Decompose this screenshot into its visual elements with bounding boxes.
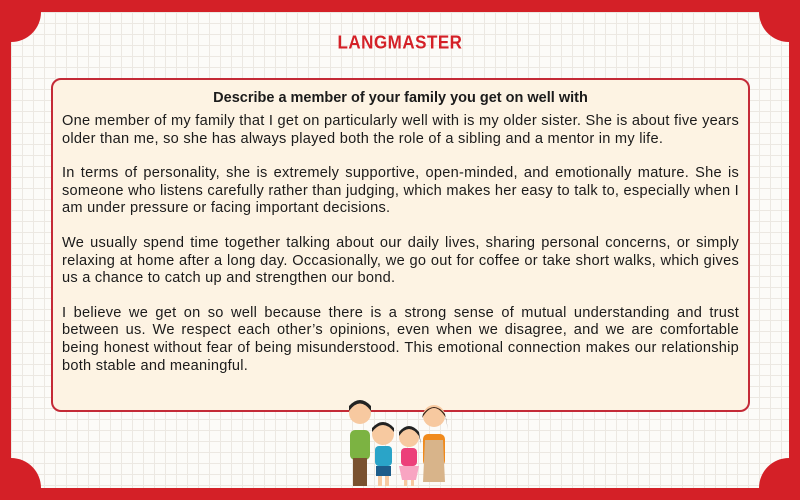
essay-paragraph: I believe we get on so well because there is a strong sense of mutual understanding and trust between us. We respect each other’s opinions, even when we disagree, and we are comfortable being honest without fear of being misunderstood. This emotional connection makes our relationship both stable and meaningful.	[62, 304, 739, 374]
essay-paragraph: In terms of personality, she is extremely supportive, open-minded, and emotionally mature. She is someone who listens carefully rather than judging, which makes her easy to talk to, especially when I am under pressure or facing important decisions.	[62, 165, 739, 217]
essay-paragraph: One member of my family that I get on particularly well with is my older sister. She is about five years older than me, so she has always played both the role of a sibling and a mentor in my life.	[62, 113, 739, 147]
essay-card	[51, 78, 750, 412]
family-illustration	[345, 396, 455, 488]
langmaster-logo: LANGMASTER	[337, 32, 463, 53]
essay-paragraph: We usually spend time together talking about our daily lives, sharing personal concerns, or simply relaxing at home after a long day. Occasionally, we go out for coffee or take short walks, which gives us a chance to catch up and strengthen our bond.	[62, 234, 739, 287]
essay-title: Describe a member of your family you get on well with	[213, 90, 588, 106]
